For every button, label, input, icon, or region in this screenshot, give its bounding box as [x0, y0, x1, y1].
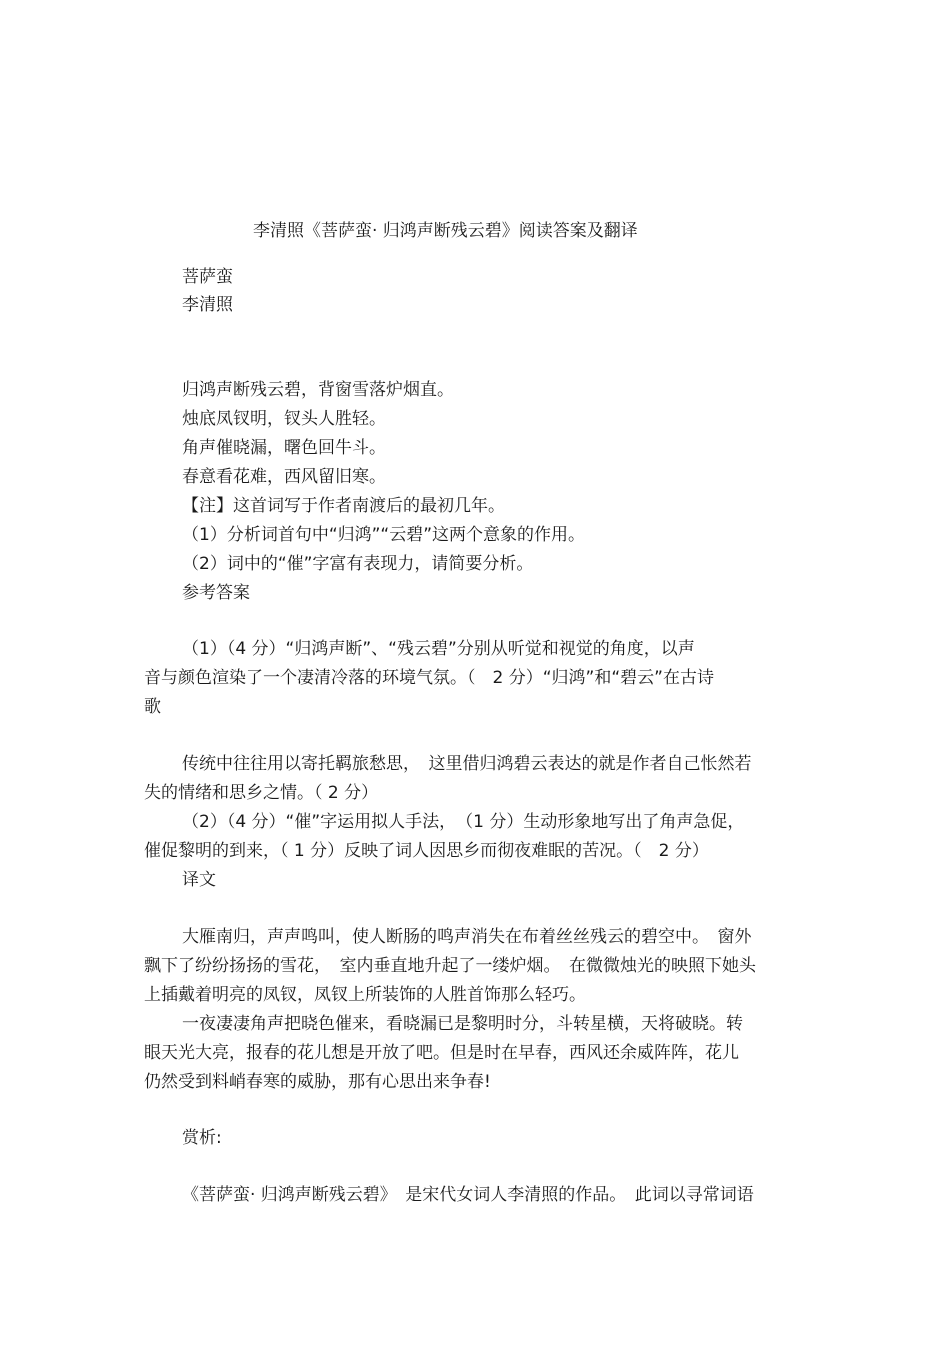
- translation-line: 仍然受到料峭春寒的威胁，那有心思出来争春!: [144, 1072, 491, 1092]
- answer-1b-line: 传统中往往用以寄托羁旅愁思， 这里借归鸿碧云表达的就是作者自己怅然若: [182, 754, 752, 774]
- analysis-line: 《菩萨蛮· 归鸿声断残云碧》 是宋代女词人李清照的作品。 此词以寻常词语: [182, 1185, 754, 1205]
- translation-line: 大雁南归，声声鸣叫，使人断肠的鸣声消失在布着丝丝残云的碧空中。 窗外: [182, 927, 752, 947]
- poem-line: 春意看花难，西风留旧寒。: [182, 467, 386, 487]
- translation-heading: 译文: [182, 870, 216, 890]
- answer-1b-line: 失的情绪和思乡之情。（ 2 分）: [144, 783, 379, 803]
- answer-2-line: 催促黎明的到来，（ 1 分）反映了词人因思乡而彻夜难眠的苦况。（ 2 分）: [144, 841, 709, 861]
- translation-line: 一夜凄凄角声把晓色催来，看晓漏已是黎明时分，斗转星横，天将破晓。转: [182, 1014, 743, 1034]
- question-1: （1）分析词首句中“归鸿”“云碧”这两个意象的作用。: [182, 525, 586, 545]
- answer-2-line: （2）（4 分）“催”字运用拟人手法， （1 分）生动形象地写出了角声急促，: [182, 812, 745, 832]
- translation-line: 眼天光大亮，报春的花儿想是开放了吧。但是时在早春，西风还余威阵阵，花儿: [144, 1043, 739, 1063]
- poem-author: 李清照: [182, 295, 233, 315]
- analysis-heading: 赏析:: [182, 1128, 222, 1148]
- translation-line: 飘下了纷纷扬扬的雪花， 室内垂直地升起了一缕炉烟。 在微微烛光的映照下她头: [144, 956, 756, 976]
- translation-line: 上插戴着明亮的凤钗，凤钗上所装饰的人胜首饰那么轻巧。: [144, 985, 586, 1005]
- answer-heading: 参考答案: [182, 583, 250, 603]
- poem-title: 菩萨蛮: [182, 267, 233, 287]
- poem-line: 烛底凤钗明，钗头人胜轻。: [182, 409, 386, 429]
- poem-line: 归鸿声断残云碧，背窗雪落炉烟直。: [182, 380, 454, 400]
- poem-note: 【注】这首词写于作者南渡后的最初几年。: [182, 496, 505, 516]
- poem-line: 角声催晓漏，曙色回牛斗。: [182, 438, 386, 458]
- answer-1-line: 歌: [144, 697, 161, 717]
- answer-1-line: （1）（4 分）“归鸿声断”、“残云碧”分别从听觉和视觉的角度，以声: [182, 639, 695, 659]
- document-title: 李清照《菩萨蛮· 归鸿声断残云碧》阅读答案及翻译: [253, 221, 638, 241]
- question-2: （2）词中的“催”字富有表现力，请简要分析。: [182, 554, 534, 574]
- answer-1-line: 音与颜色渲染了一个凄清冷落的环境气氛。（ 2 分）“归鸿”和“碧云”在古诗: [144, 668, 714, 688]
